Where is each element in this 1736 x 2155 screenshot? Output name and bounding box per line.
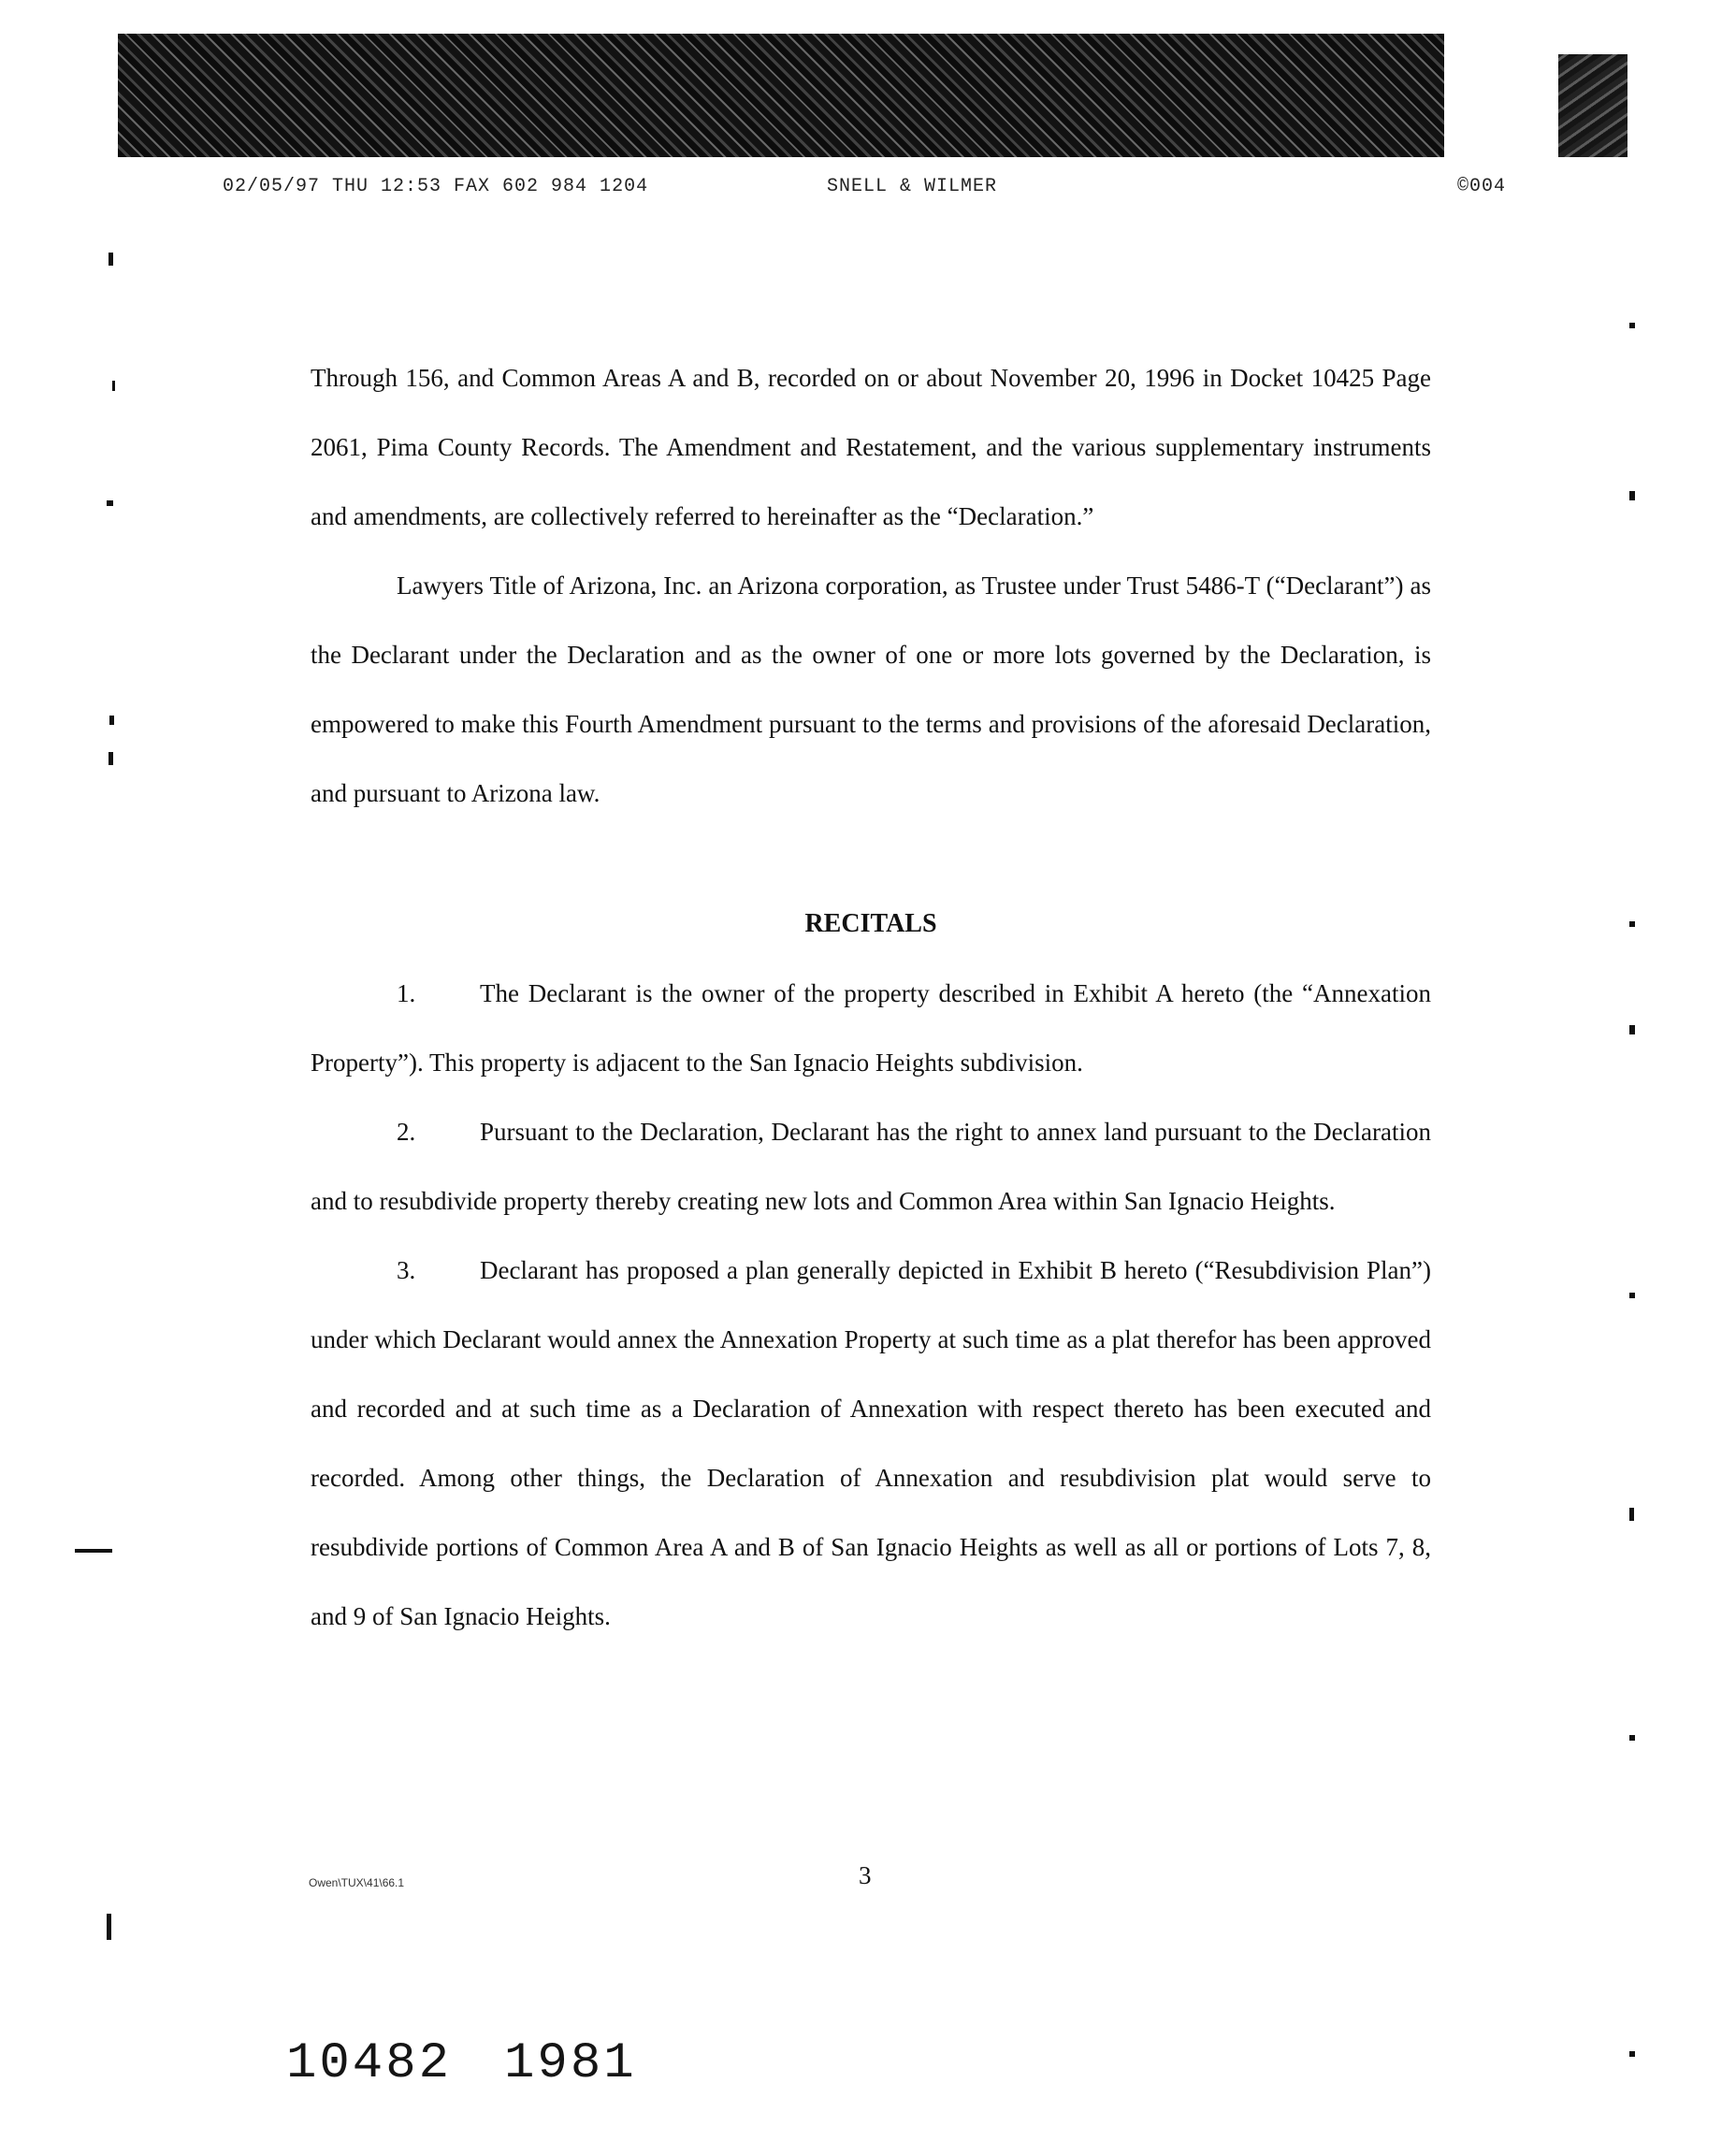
recital-text: Pursuant to the Declaration, Declarant has the right to annex land pursuant to the Declaration and to resubdivide property thereby creating new lots and Common Area within San Ignacio Heights.	[311, 1118, 1431, 1215]
scan-speck	[75, 1549, 112, 1553]
scan-speck	[1629, 491, 1635, 500]
scan-speck	[112, 381, 115, 391]
fax-transmission-mark	[1558, 54, 1628, 157]
recital-text: Declarant has proposed a plan generally depicted in Exhibit B hereto (“Resubdivision Plan”) under which Declarant would annex the Annexation Property at such time as a plat therefor has been approved and recorded and at such time as a Declaration of Annexation with respect thereto has been executed and recorded. Among other things, the Declaration of Annexation and resubdivision plat would serve to resubdivide portions of Common Area A and B of San Ignacio Heights as well as all or portions of Lots 7, 8, and 9 of San Ignacio Heights.	[311, 1256, 1431, 1630]
paragraph-declaration-definition: Through 156, and Common Areas A and B, recorded on or about November 20, 1996 in Docket 10425 Page 2061, Pima County Records. The Amendment and Restatement, and the various supplementary instruments and amendments, are collectively referred to hereinafter as the “Declaration.”	[311, 364, 1431, 530]
scan-speck	[1629, 921, 1635, 927]
recording-stamp	[286, 2035, 637, 2092]
page-number: 3	[859, 1861, 872, 1889]
scan-speck	[1629, 1293, 1635, 1298]
document-id: Owen\TUX\41\66.1	[309, 1876, 405, 1889]
scan-speck	[1629, 323, 1635, 328]
recital-1	[311, 959, 1431, 1097]
recital-number: 1.	[397, 979, 416, 1007]
recording-page: 1981	[504, 2035, 637, 2092]
scan-speck	[107, 1914, 111, 1940]
scan-speck	[1629, 1508, 1634, 1521]
recital-number: 3.	[397, 1256, 416, 1284]
scan-speck	[108, 253, 113, 266]
recital-number: 2.	[397, 1118, 416, 1146]
recital-text: The Declarant is the owner of the property described in Exhibit A hereto (the “Annexation Property”). This property is adjacent to the San Ignacio Heights subdivision.	[311, 979, 1431, 1077]
fax-transmission-bar	[118, 34, 1444, 157]
scan-speck	[1629, 1025, 1635, 1034]
fax-header-datetime: 02/05/97 THU 12:53 FAX 602 984 1204	[223, 176, 649, 197]
paragraph-declarant: Lawyers Title of Arizona, Inc. an Arizona corporation, as Trustee under Trust 5486-T (“Declarant”) as the Declarant under the Declaration and as the owner of one or more lots governed by the Declaration, is empowered to make this Fourth Amendment pursuant to the terms and provisions of the aforesaid Declaration, and pursuant to Arizona law.	[311, 571, 1431, 807]
fax-header-sender: SNELL & WILMER	[827, 176, 998, 197]
recording-docket: 10482	[286, 2035, 453, 2092]
recitals-heading: RECITALS	[804, 909, 937, 938]
scan-speck	[109, 716, 114, 725]
document-body	[311, 343, 1431, 1651]
recital-2	[311, 1097, 1431, 1236]
scan-speck	[107, 500, 113, 506]
scan-speck	[108, 752, 113, 765]
recital-3	[311, 1236, 1431, 1651]
scan-speck	[1629, 2051, 1635, 2057]
fax-header-page: ©004	[1457, 176, 1507, 197]
scan-speck	[1629, 1735, 1635, 1741]
